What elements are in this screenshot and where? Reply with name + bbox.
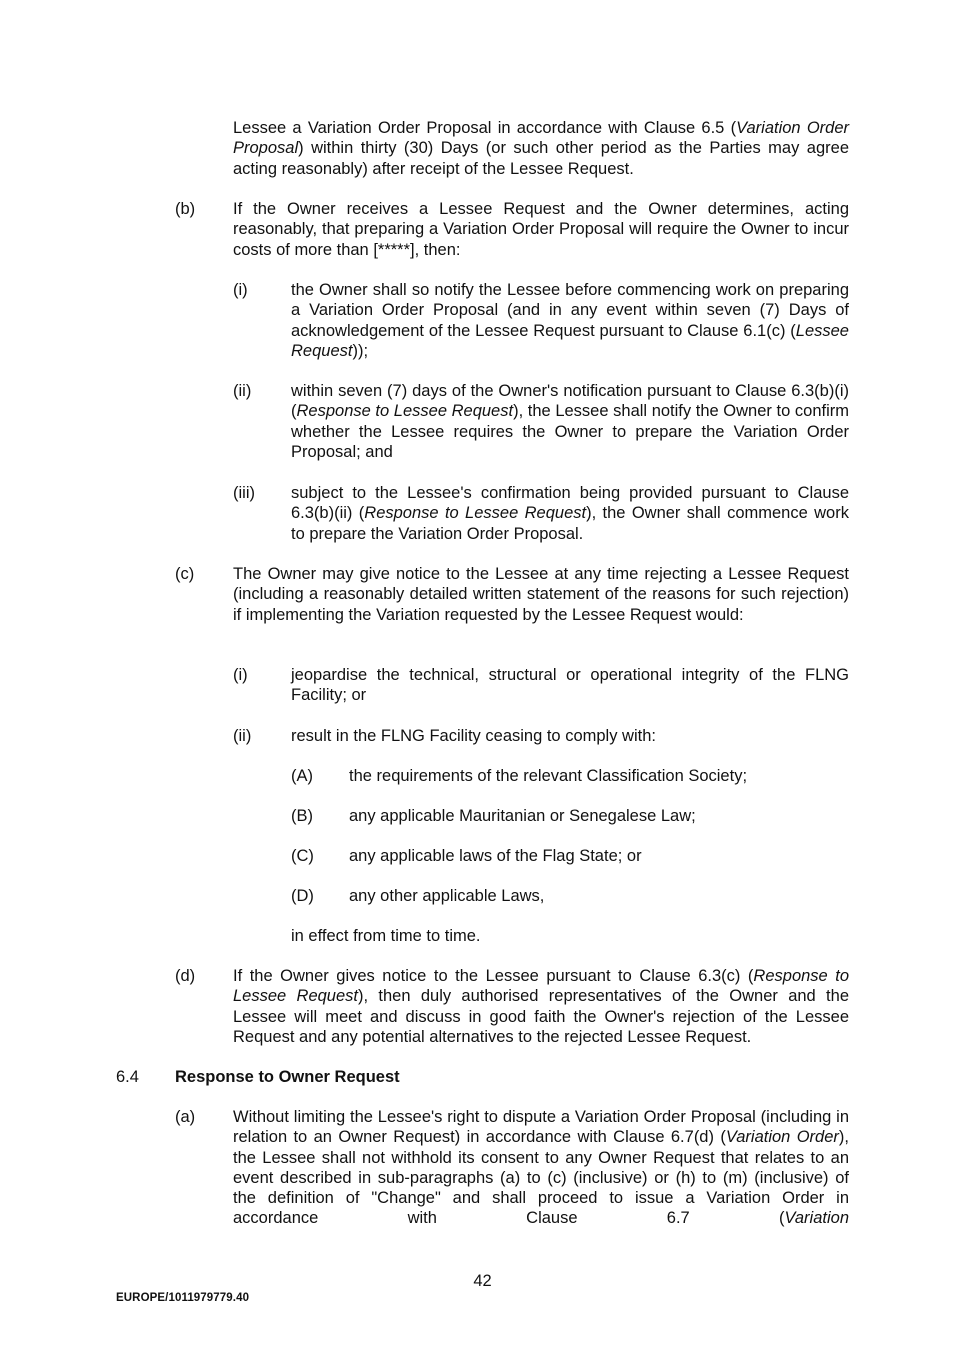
paragraph-b-ii-text: within seven (7) days of the Owner's notification pursuant to Clause 6.3(b)(i) (Response to Lessee Request), the Lessee shall notify the Owner to confirm whether the Lessee requires the Owner to prepare the Variation Order Proposal; and: [291, 382, 849, 461]
paragraph-c-C-label: (C): [291, 847, 314, 865]
paragraph-c-text: The Owner may give notice to the Lessee at any time rejecting a Lessee Request (including a reasonably detailed written statement of the reasons for such rejection) if implementing the Variation requested by the Lessee Request would:: [233, 565, 849, 624]
section-number: 6.4: [116, 1068, 139, 1086]
paragraph-d-text: If the Owner gives notice to the Lessee pursuant to Clause 6.3(c) (Response to Lessee Request), then duly authorised representatives of the Owner and the Lessee will meet and discuss in good faith the Owner's rejection of the Lessee Request and any potential alternatives to the rejected Lessee Request.: [233, 967, 850, 1046]
paragraph-b-iii-text: subject to the Lessee's confirmation being provided pursuant to Clause 6.3(b)(ii) (Response to Lessee Request), the Owner shall commence work to prepare the Variation Order Proposal.: [291, 484, 849, 543]
paragraph-c-B-label: (B): [291, 807, 313, 825]
paragraph-b-i-text: the Owner shall so notify the Lessee before commencing work on preparing a Variation Order Proposal (and in any event within seven (7) Days of acknowledgement of the Lessee Request pursuant to Clause 6.1(c) (Lessee Request));: [291, 281, 849, 360]
paragraph-c-D-label: (D): [291, 887, 314, 905]
paragraph-c-B-text: any applicable Mauritanian or Senegalese Law;: [349, 807, 696, 825]
paragraph-b-i-label: (i): [233, 281, 248, 299]
document-reference: EUROPE/1011979779.40: [116, 1292, 250, 1304]
paragraph-d-label: (d): [175, 967, 196, 985]
paragraph-c-ii-text: result in the FLNG Facility ceasing to comply with:: [291, 727, 656, 745]
paragraph-c-i-label: (i): [233, 666, 248, 684]
paragraph-a-continuation: Lessee a Variation Order Proposal in accordance with Clause 6.5 (Variation Order Proposal) within thirty (30) Days (or such other period as the Parties may agree acting reasonably) after receipt of the Lessee Request.: [233, 119, 850, 178]
page-number: 42: [473, 1272, 492, 1290]
section-6-4-a-label: (a): [175, 1108, 196, 1126]
paragraph-c-D-text: any other applicable Laws,: [349, 887, 545, 905]
paragraph-b-label: (b): [175, 200, 196, 218]
paragraph-c-label: (c): [175, 565, 195, 583]
paragraph-b-text: If the Owner receives a Lessee Request and the Owner determines, acting reasonably, that preparing a Variation Order Proposal will require the Owner to incur costs of more than [*****], then:: [233, 200, 849, 259]
paragraph-c-i-text: jeopardise the technical, structural or operational integrity of the FLNG Facility; or: [291, 666, 849, 705]
paragraph-b-ii-label: (ii): [233, 382, 252, 400]
section-6-4-a-text: Without limiting the Lessee's right to dispute a Variation Order Proposal (including in relation to an Owner Request) in accordance with Clause 6.7(d) (Variation Order), the Lessee shall not withhold its consent to any Owner Request that relates to an event described in sub-paragraphs (a) to (c) (inclusive) or (h) to (m) (inclusive) of the definition of "Change" and shall proceed to issue a Variation Order in accordance with Clause 6.7 (Variation: [233, 1108, 849, 1228]
paragraph-c-C-text: any applicable laws of the Flag State; or: [349, 847, 642, 865]
section-heading: Response to Owner Request: [175, 1068, 400, 1086]
paragraph-c-A-label: (A): [291, 767, 313, 785]
paragraph-c-tail: in effect from time to time.: [291, 927, 481, 945]
paragraph-b-iii-label: (iii): [233, 484, 255, 502]
paragraph-c-A-text: the requirements of the relevant Classification Society;: [349, 767, 748, 785]
paragraph-c-ii-label: (ii): [233, 727, 252, 745]
